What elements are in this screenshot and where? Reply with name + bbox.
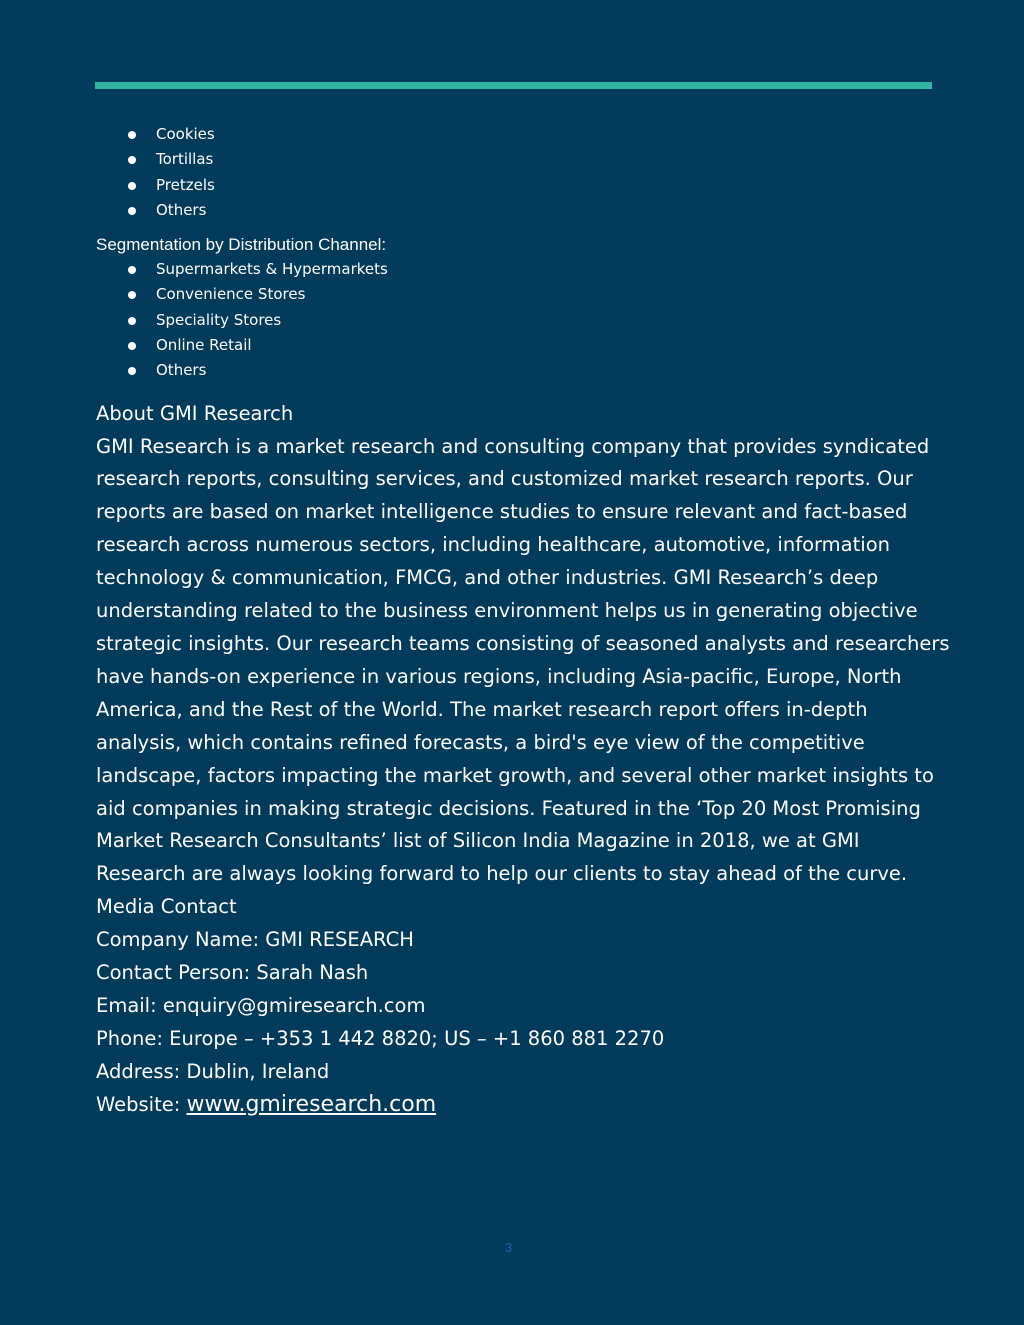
list-item: Speciality Stores <box>96 308 926 333</box>
bullet-icon <box>128 291 136 299</box>
about-body-line: strategic insights. Our research teams consisting of seasoned analysts and researchers <box>96 632 950 656</box>
about-body-line: research reports, consulting services, and customized market research reports. Our <box>96 467 913 491</box>
list-item: Others <box>96 358 926 383</box>
about-body-line: reports are based on market intelligence studies to ensure relevant and fact-based <box>96 500 908 524</box>
about-body-line: GMI Research is a market research and consulting company that provides syndicated <box>96 434 930 458</box>
about-body-line: research across numerous sectors, including healthcare, automotive, information <box>96 533 890 557</box>
list-item: Convenience Stores <box>96 282 926 307</box>
header-rule <box>95 82 932 89</box>
distribution-channel-list <box>96 257 926 383</box>
website-label: Website: <box>96 1092 187 1116</box>
about-body-line: Market Research Consultants’ list of Silicon India Magazine in 2018, we at GMI <box>96 829 860 853</box>
contact-address: Address: Dublin, Ireland <box>96 1059 330 1083</box>
page-number: 3 <box>505 1240 513 1255</box>
about-title: About GMI Research <box>96 401 294 425</box>
bullet-icon <box>128 182 136 190</box>
bullet-icon <box>128 207 136 215</box>
contact-company: Company Name: GMI RESEARCH <box>96 928 414 952</box>
product-type-list <box>96 122 926 223</box>
about-body-line: analysis, which contains refined forecasts, a bird's eye view of the competitive <box>96 730 865 754</box>
bullet-icon <box>128 317 136 325</box>
about-body-line: have hands-on experience in various regions, including Asia-pacific, Europe, North <box>96 664 902 688</box>
bullet-icon <box>128 367 136 375</box>
website-link[interactable]: www.gmiresearch.com <box>186 1091 437 1117</box>
page-content <box>96 122 950 1122</box>
about-body-line: understanding related to the business environment helps us in generating objective <box>96 599 918 623</box>
contact-phone: Phone: Europe – +353 1 442 8820; US – +1 860 881 2270 <box>96 1026 665 1050</box>
list-item: Others <box>96 198 926 223</box>
media-contact-heading: Media Contact <box>96 895 237 919</box>
about-body-line: landscape, factors impacting the market growth, and several other market insights to <box>96 763 934 787</box>
distribution-heading: Segmentation by Distribution Channel: <box>96 235 387 255</box>
bullet-icon <box>128 131 136 139</box>
about-body-line: aid companies in making strategic decisions. Featured in the ‘Top 20 Most Promising <box>96 796 921 820</box>
about-section <box>96 398 950 1122</box>
about-body-line: Research are always looking forward to help our clients to stay ahead of the curve. <box>96 862 908 886</box>
contact-email: Email: enquiry@gmiresearch.com <box>96 993 426 1017</box>
contact-website <box>96 1089 926 1122</box>
contact-person: Contact Person: Sarah Nash <box>96 961 369 985</box>
bullet-icon <box>128 342 136 350</box>
about-body-line: technology & communication, FMCG, and other industries. GMI Research’s deep <box>96 566 879 590</box>
about-body-line: America, and the Rest of the World. The market research report offers in-depth <box>96 697 868 721</box>
bullet-icon <box>128 156 136 164</box>
list-item: Tortillas <box>96 147 926 172</box>
list-item: Supermarkets & Hypermarkets <box>96 257 926 282</box>
bullet-icon <box>128 266 136 274</box>
list-item: Online Retail <box>96 333 926 358</box>
list-item: Pretzels <box>96 173 926 198</box>
list-item: Cookies <box>96 122 926 147</box>
